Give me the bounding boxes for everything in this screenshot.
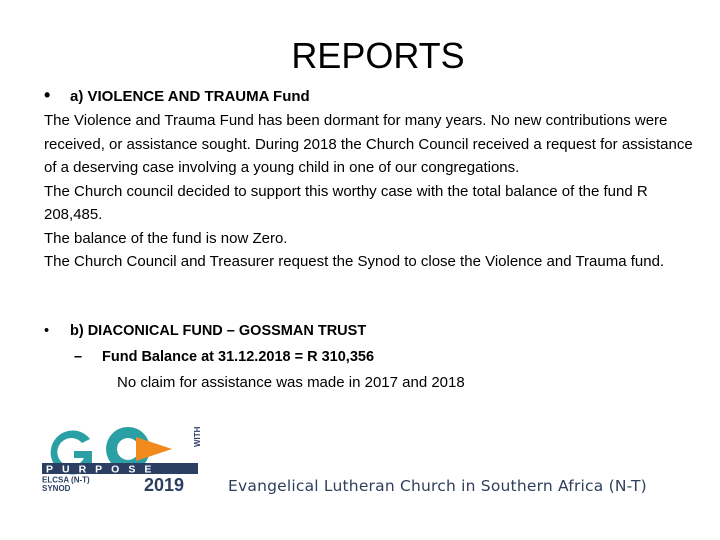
claim-note: No claim for assistance was made in 2017 and 2018 — [117, 374, 465, 391]
bullet-marker: • — [44, 85, 51, 105]
logo-with: WITH — [193, 426, 202, 447]
play-icon — [136, 437, 172, 461]
paragraph-4: The Church Council and Treasurer request the Synod to close the Violence and Trauma fund. — [44, 253, 665, 270]
section-b-heading — [44, 320, 366, 342]
paragraph-3: The balance of the fund is now Zero. — [44, 229, 288, 247]
go-with-purpose-logo — [40, 425, 220, 495]
logo-year: 2019 — [144, 475, 185, 495]
section-a-heading — [44, 84, 310, 108]
logo-elcsa: ELCSA (N-T) — [42, 475, 90, 485]
section-b-heading-text: b) DIACONICAL FUND – GOSSMAN TRUST — [70, 323, 367, 339]
dash-marker: – — [74, 349, 83, 365]
paragraph-1: The Violence and Trauma Fund has been dormant for many years. No new contributions were received, or assistance sought. During 2018 the Church Council received a request for assistance of a deserving case involving a young child in one of our congregations. — [44, 112, 693, 176]
bullet-marker: • — [44, 323, 50, 339]
fund-balance-text: Fund Balance at 31.12.2018 = R 310,356 — [102, 349, 375, 365]
organization-name: Evangelical Lutheran Church in Southern Africa (N-T) — [228, 477, 647, 495]
paragraph-2: The Church council decided to support this worthy case with the total balance of the fund R 208,485. — [44, 182, 648, 223]
fund-balance-item — [74, 346, 374, 368]
section-a-body — [44, 109, 694, 274]
section-a-heading-text: a) VIOLENCE AND TRAUMA Fund — [70, 88, 310, 105]
slide-title: REPORTS — [291, 35, 465, 76]
logo-purpose: PURPOSE — [46, 463, 161, 476]
logo-synod: SYNOD — [42, 484, 71, 493]
